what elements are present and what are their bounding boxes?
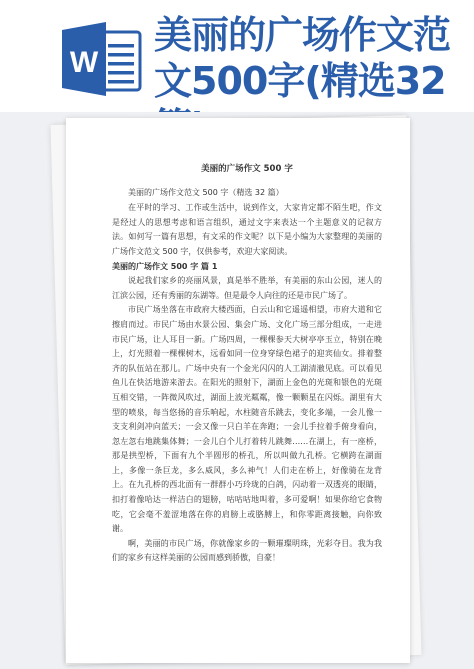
section-heading: 美丽的广场作文 500 字 篇 1 [112, 261, 218, 271]
body-paragraph: 市民广场坐落在市政府大楼西面，白云山和它遥遥相望，市府大道和它擦肩而过。市民广场由水景公园、集会广场、文化广场三部分组成，一走进市民广场，让人耳目一新。广场四周，一棵棵参天大树亭亭玉立，特别在晚上，灯光照着一棵棵树木，远看如同一位身穿绿色裙子的迎宾仙女。排着整齐的队伍站在那儿。广场中央有一个金光闪闪的人工湖清澈见底。可以看见鱼儿在快活地游来游去。在阳光的照射下，湖面上金色的光斑和银色的光斑互相交错，一阵微风吹过，湖面上波光粼粼，像一颗颗星在闪烁。湖里有大型的喷泉，每当悠扬的音乐响起，水柱随音乐跳去，变化多端，一会儿像一支支利剑冲向蓝天；一会又像一只白羊在奔跑；一会儿手拉着手俯身看向，忽左忽右地跳集体舞；一会儿白个儿打着转儿跳舞……在湖上，有一座桥，那是拱型桥，下面有九个半圆形的桥孔，所以叫做九孔桥。它横跨在湖面上，多像一条巨龙，多么威风，多么神气！人们走在桥上，好像骑在龙背上。在九孔桥的西北面有一群群小巧玲珑的白鸽，闪动着一双透亮的眼睛，扣打着像哈达一样洁白的翅膀，咕咕咕地叫着，多可爱啊！如果你给它食物吃，它会毫不羞涩地落在你的肩膀上或胳膊上，和你零距离接触，向你致谢。 [112, 305, 382, 534]
document-title: 美丽的广场作文 500 字 [201, 164, 293, 174]
body-paragraph: 啊，美丽的市民广场，你就像家乡的一颗璀璨明珠，光彩夺目。我为我们的家乡有这样美丽的公园而感到骄傲，自豪！ [112, 538, 382, 563]
document-body [112, 162, 382, 566]
intro-paragraph: 在平时的学习、工作或生活中，说到作文，大家肯定都不陌生吧，作文是经过人的思想考虑和语言组织，通过文字来表达一个主题意义的记叙方法。如何写一篇有思想，有文采的作文呢？以下是小编为大家整理的美丽的广场作文范文 500 字，仅供参考，欢迎大家阅读。 [112, 203, 382, 256]
body-paragraph: 说起我们家乡的亮丽风景，真是举不胜举，有美丽的东山公园，迷人的江滨公园，还有秀丽的东湖等。但是最令人向往的还是市民广场了。 [112, 276, 382, 300]
svg-text:W: W [69, 46, 99, 79]
banner-title: 美丽的广场作文范文500字(精选32 [154, 13, 451, 103]
document-subtitle: 美丽的广场作文范文 500 字（精选 32 篇） [128, 187, 284, 197]
banner [0, 0, 474, 112]
word-document-icon [60, 22, 144, 96]
